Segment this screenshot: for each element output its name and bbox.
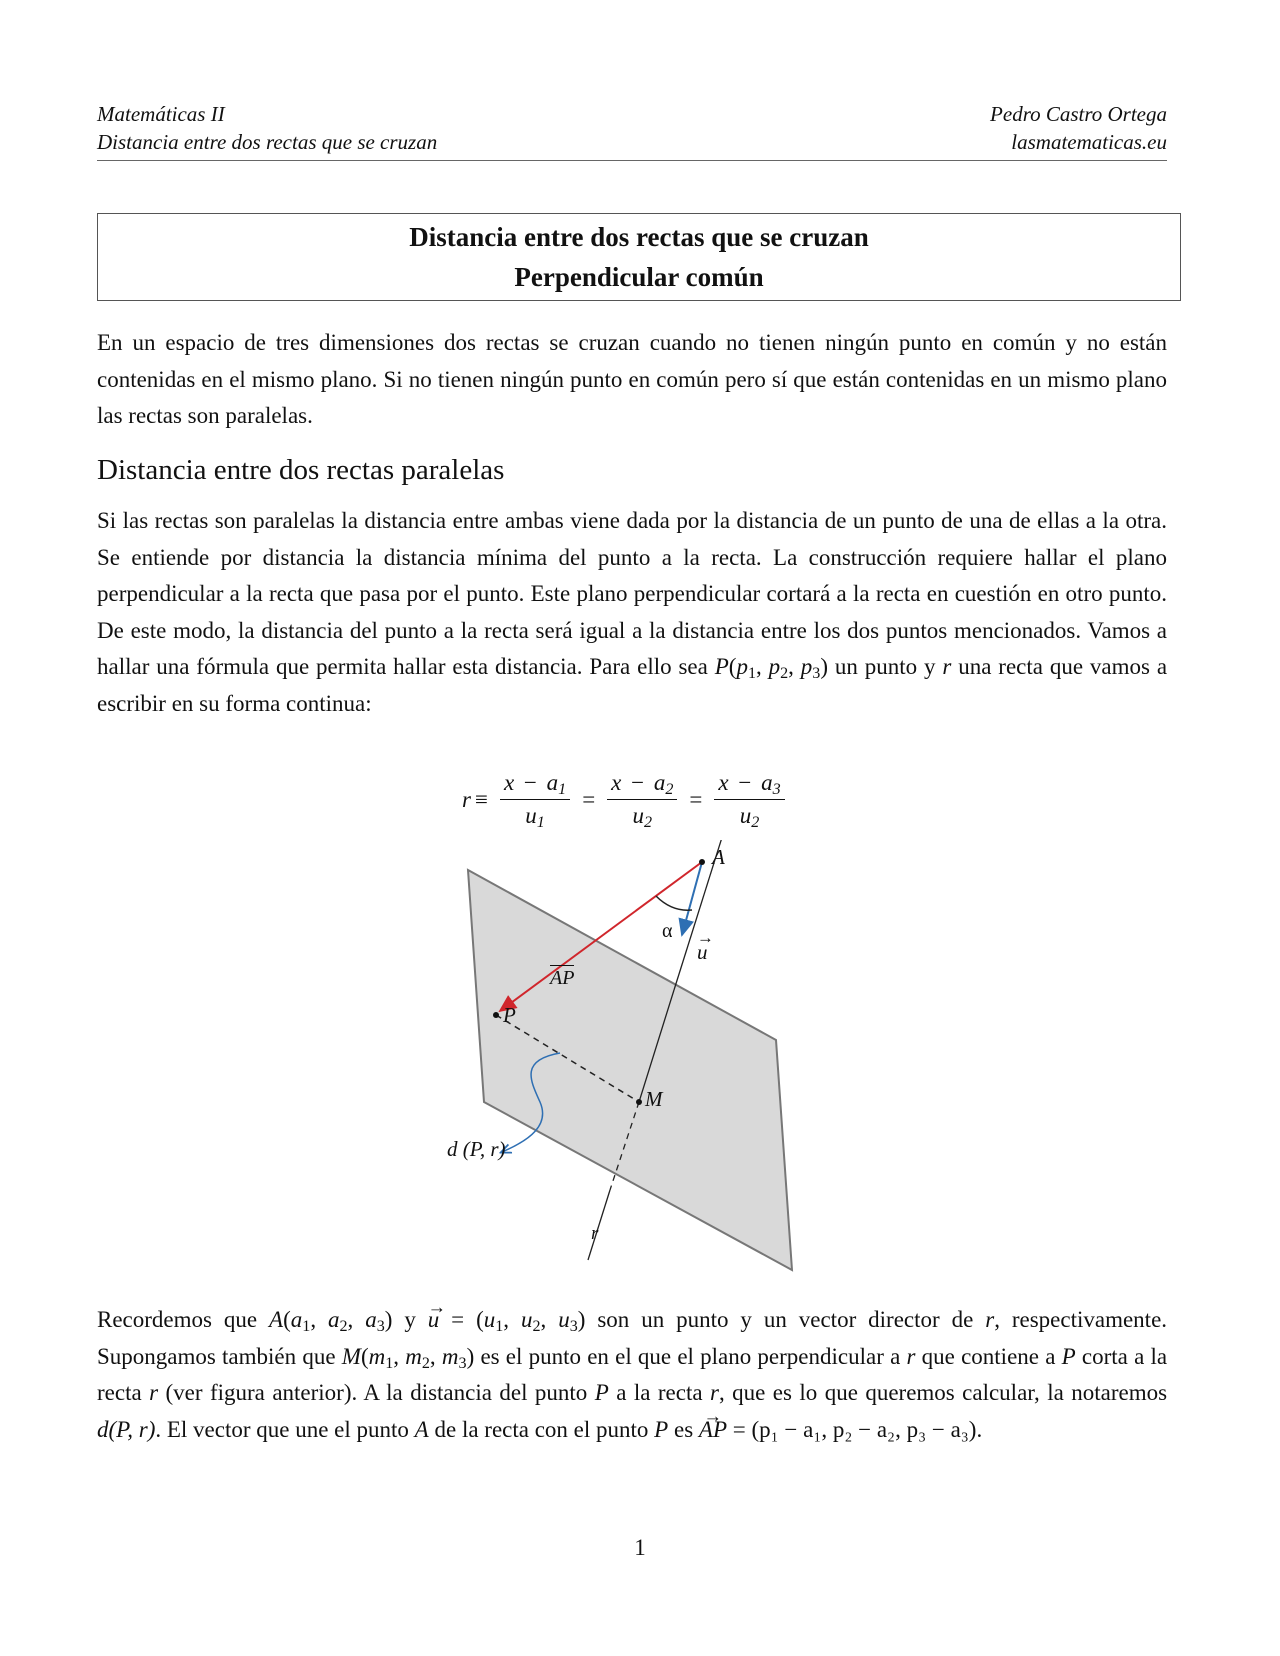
continuous-form-equation [462, 770, 793, 832]
header-course: Matemáticas II [97, 102, 225, 126]
section-heading: Distancia entre dos rectas paralelas [97, 454, 505, 486]
point-A-dot [699, 859, 705, 865]
intro-line-3: contenidas en un mismo plano las rectas son paralelas. [97, 366, 1167, 428]
closing-paragraph: Recordemos que $A(a_1$, $a_2$, $a_3$) $y \to u = (u_1$, $u_2$, $u_3$) son un punto y un vector director de r, respectivamente. Supongamos también que $M(m_1$, $m_2$, $m_3$) es el punto en el que el plano perpendicular a r que contiene a P corta a la recta r (ver figura anterior). A la distancia del punto P a la recta r, que es lo que queremos calcular, la notaremos d(P, r). El vector que une el punto A de la recta con el punto P es → AP = (p₁ − a₁, p₂ − a₂, p₃ − a₃). [97, 1302, 1167, 1448]
intro-paragraph [97, 325, 1167, 435]
geometry-figure [420, 840, 820, 1280]
p-sym: p [736, 654, 748, 679]
header-website: lasmatematicas.eu [1011, 130, 1167, 154]
eq-lhs: r [462, 786, 471, 812]
section-text-mid: un punto y [834, 654, 936, 679]
header-author: Pedro Castro Ortega [990, 102, 1167, 126]
label-A: A [712, 845, 725, 869]
header-topic: Distancia entre dos rectas que se cruzan [97, 130, 438, 154]
p-sym: p [768, 654, 781, 679]
section-paragraph: Si las rectas son paralelas la distancia entre ambas viene dada por la distancia de un punto de una de ellas a la otra. Se entiende por distancia la distancia mínima del punto a la recta. La construcción requiere hallar el plano perpendicular a la recta que pasa por el punto. Este plano perpendicular cortará a la recta en cuestión en otro punto. De este modo, la distancia del punto a la recta será igual a la distancia entre los dos puntos mencionados. Vamos a hallar una fórmula que permita hallar esta distancia. Para ello sea $P(p_1$, $p_2$, $p_3$) un punto y r una recta que vamos a escribir en su forma continua: [97, 508, 1168, 716]
title-box [97, 213, 1181, 301]
label-r: r [591, 1223, 599, 1244]
p-sym: p [800, 654, 813, 679]
page-number: 1 [634, 1535, 646, 1560]
eq-equals: = [689, 786, 703, 812]
eq-equiv: ≡ [474, 786, 488, 812]
point-P: P [714, 654, 729, 679]
vector-u [682, 862, 702, 935]
fraction-2: $\frac{x - a_2}{u_2}$ [607, 770, 677, 829]
section-text: Si las rectas son paralelas la distancia entre ambas viene dada por la distancia de un punto de una de ellas a la otra. Se entiende por distancia la distancia mínima del punto a la recta. La construcción requiere hallar el plano perpendicular a la recta que pasa por el punto. Este plano perpendicular cortará a la recta en cuestión en otro punto. De este modo, la distancia del punto a la recta será igual a la distancia entre los dos puntos mencionados. Vamos a hallar una fórmula que permita hallar esta distancia. Para ello sea [97, 508, 1167, 679]
fraction-1: $\frac{x - a_1}{u_1}$ [500, 770, 570, 829]
title-line-2: Perpendicular común [514, 262, 764, 292]
plane [468, 870, 792, 1270]
label-M: M [645, 1087, 663, 1111]
point-P-dot [493, 1012, 499, 1018]
line-r: r [942, 654, 952, 679]
label-P: P [503, 1003, 516, 1027]
label-distance: d (P, r) [447, 1137, 506, 1161]
label-u: → u [697, 940, 708, 965]
intro-line-2: y no están contenidas en el mismo plano. Si no tienen ningún punto en común pero sí que están [97, 330, 1167, 392]
angle-arc [656, 896, 692, 910]
section-text-after: una recta que vamos a escribir en su forma continua: [97, 654, 1168, 716]
header-rule [97, 160, 1167, 161]
label-alpha: α [662, 920, 673, 942]
title-line-1: Distancia entre dos rectas que se cruzan [409, 222, 869, 252]
page-header [97, 100, 1167, 161]
fraction-3: $\frac{x - a_3}{u_2}$ [714, 770, 784, 829]
eq-equals: = [582, 786, 596, 812]
label-AP: AP [550, 967, 575, 989]
intro-line-1: En un espacio de tres dimensiones dos rectas se cruzan cuando no tienen ningún punto en común [97, 330, 1056, 355]
point-M-dot [636, 1099, 642, 1105]
